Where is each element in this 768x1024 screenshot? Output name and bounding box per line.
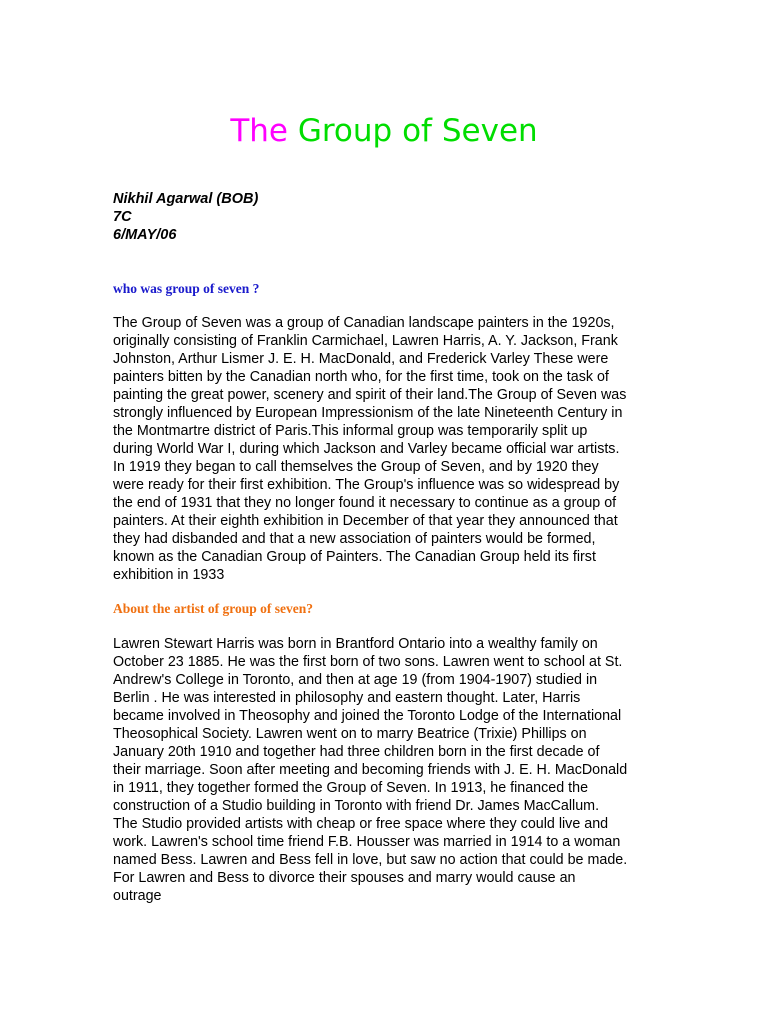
paragraph-line: the end of 1931 that they no longer found it necessary to continue as a group of xyxy=(113,495,617,511)
author-name: Nikhil Agarwal (BOB) xyxy=(113,191,259,207)
paragraph-line: Berlin . He was interested in philosophy and eastern thought. Later, Harris xyxy=(113,690,581,706)
paragraph-line: outrage xyxy=(113,888,162,904)
paragraph-line: The Group of Seven was a group of Canadian landscape painters in the 1920s, xyxy=(113,315,615,331)
paragraph-line: they had disbanded and that a new association of painters would be formed, xyxy=(113,531,596,547)
paragraph-line: the Montmartre district of Paris.This informal group was temporarily split up xyxy=(113,423,588,439)
paragraph-line: Theosophical Society. Lawren went on to marry Beatrice (Trixie) Phillips on xyxy=(113,726,587,742)
paragraph-line: Andrew's College in Toronto, and then at age 19 (from 1904-1907) studied in xyxy=(113,672,598,688)
document-title xyxy=(0,109,768,153)
paragraph-line: in 1911, they together formed the Group of Seven. In 1913, he financed the xyxy=(113,780,589,796)
paragraph-line: construction of a Studio building in Toronto with friend Dr. James MacCallum. xyxy=(113,798,600,814)
paragraph-line: originally consisting of Franklin Carmichael, Lawren Harris, A. Y. Jackson, Frank xyxy=(113,333,618,349)
section2-heading: About the artist of group of seven? xyxy=(113,601,313,616)
paragraph-line: became involved in Theosophy and joined the Toronto Lodge of the International xyxy=(113,708,622,724)
title-word-of: of xyxy=(402,113,432,149)
paragraph-line: The Studio provided artists with cheap or free space where they could live and xyxy=(113,816,609,832)
paragraph-line: painters bitten by the Canadian north who, for the first time, took on the task of xyxy=(113,369,609,385)
paragraph-line: October 23 1885. He was the first born of two sons. Lawren went to school at St. xyxy=(113,654,623,670)
author-info xyxy=(113,190,258,244)
paragraph-line: their marriage. Soon after meeting and becoming friends with J. E. H. MacDonald xyxy=(113,762,628,778)
paragraph-line: painting the great power, scenery and spirit of their land.The Group of Seven was xyxy=(113,387,627,403)
paragraph-line: For Lawren and Bess to divorce their spouses and marry would cause an xyxy=(113,870,576,886)
title-word-group: Group xyxy=(297,113,393,149)
section1-heading: who was group of seven ? xyxy=(113,281,260,296)
title-word-the: The xyxy=(230,113,288,149)
paragraph-line: strongly influenced by European Impressionism of the late Nineteenth Century in xyxy=(113,405,623,421)
paragraph-line: exhibition in 1933 xyxy=(113,567,225,583)
class-label: 7C xyxy=(113,209,132,225)
paragraph-line: during World War I, during which Jackson and Varley became official war artists. xyxy=(113,441,620,457)
section2-paragraph xyxy=(113,635,673,905)
date-label: 6/MAY/06 xyxy=(113,227,177,243)
paragraph-line: work. Lawren's school time friend F.B. Housser was married in 1914 to a woman xyxy=(113,834,621,850)
paragraph-line: In 1919 they began to call themselves the Group of Seven, and by 1920 they xyxy=(113,459,599,475)
paragraph-line: Lawren Stewart Harris was born in Brantford Ontario into a wealthy family on xyxy=(113,636,598,652)
paragraph-line: were ready for their first exhibition. The Group's influence was so widespread by xyxy=(113,477,620,493)
paragraph-line: Johnston, Arthur Lismer J. E. H. MacDonald, and Frederick Varley These were xyxy=(113,351,609,367)
paragraph-line: painters. At their eighth exhibition in December of that year they announced that xyxy=(113,513,618,529)
title-word-seven: Seven xyxy=(441,113,538,149)
paragraph-line: known as the Canadian Group of Painters. The Canadian Group held its first xyxy=(113,549,596,565)
paragraph-line: named Bess. Lawren and Bess fell in love, but saw no action that could be made. xyxy=(113,852,628,868)
section1-paragraph xyxy=(113,314,673,584)
paragraph-line: January 20th 1910 and together had three children born in the first decade of xyxy=(113,744,600,760)
